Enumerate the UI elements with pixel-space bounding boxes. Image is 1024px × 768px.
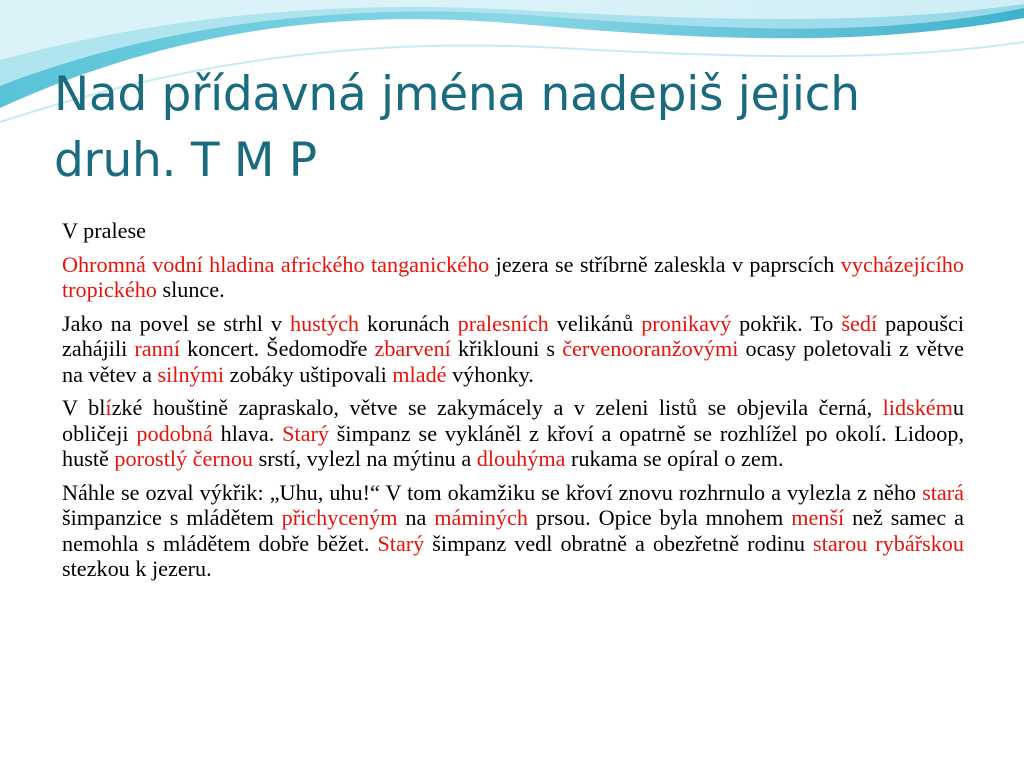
adjective-highlight: vycházejícího tropického <box>62 251 964 302</box>
adjective-highlight: Starý <box>282 420 329 446</box>
adjective-highlight: přichyceným <box>281 505 398 530</box>
text-segment: než samec a nemohla s mládětem dobře běžet. <box>62 505 964 556</box>
text-segment: korunách <box>359 310 458 336</box>
text-segment: slunce. <box>156 277 225 302</box>
text-segment: na <box>397 505 435 530</box>
adjective-highlight: ranní <box>134 336 180 361</box>
text-segment: papoušci zahájili <box>62 310 965 361</box>
paragraph <box>62 395 964 472</box>
text-segment: zobáky uštipovali <box>224 361 393 387</box>
text-segment: V bl <box>62 395 106 420</box>
adjective-highlight: silnými <box>157 361 225 387</box>
adjective-highlight: hustých <box>289 310 360 336</box>
text-segment: u <box>952 395 964 420</box>
slide-title: Nad přídavná jména nadepiš jejich druh. T M P <box>54 67 860 188</box>
adjective-highlight: pronikavý <box>641 310 732 336</box>
text-segment: výhonky. <box>446 361 534 387</box>
adjective-highlight: Ohromná vodní hladina afrického tanganického <box>62 251 490 277</box>
adjective-highlight: Starý <box>377 530 425 556</box>
text-segment: šimpanz se vykláněl z křoví a opatrně se rozhlížel po okolí. Lidoop, hustě <box>62 420 964 471</box>
text-segment: ocasy poletovali z větve na větev a <box>62 336 964 387</box>
text-segment: hlava. <box>212 420 283 446</box>
adjective-highlight: podobná <box>136 420 213 446</box>
adjective-highlight: mladé <box>392 361 447 387</box>
adjective-highlight: í <box>105 395 112 420</box>
text-segment: velikánů <box>548 310 642 336</box>
adjective-highlight: zbarvení <box>374 336 451 361</box>
text-segment: srstí, vylezl na mýtinu a <box>253 446 477 471</box>
paragraph <box>62 252 964 303</box>
adjective-highlight: pralesních <box>457 310 549 336</box>
text-segment: šimpanzice s mládětem <box>62 505 282 530</box>
text-segment: rukama se opíral o zem. <box>565 446 784 471</box>
text-segment: jezera se stříbrně zaleskla v paprscích <box>489 251 841 277</box>
adjective-highlight: lidském <box>882 395 953 420</box>
paragraph <box>62 311 964 388</box>
text-segment: stezkou k jezeru. <box>62 556 212 581</box>
adjective-highlight: starou rybářskou <box>813 530 964 556</box>
paragraph <box>62 480 964 582</box>
text-segment: křiklouni s <box>450 336 563 361</box>
adjective-highlight: máminých <box>434 505 528 530</box>
text-segment: prsou. Opice byla mnohem <box>527 505 792 530</box>
text-segment: pokřik. To <box>731 310 842 336</box>
text-body <box>62 218 964 590</box>
paragraph <box>62 218 964 244</box>
adjective-highlight: červenooranžovými <box>562 336 739 361</box>
text-segment: V pralese <box>62 218 146 243</box>
adjective-highlight: menší <box>791 505 845 530</box>
adjective-highlight: dlouhýma <box>476 446 566 471</box>
text-segment: Jako na povel se strhl v <box>62 310 290 336</box>
adjective-highlight: šedí <box>841 310 878 336</box>
text-segment: šimpanz vedl obratně a obezřetně rodinu <box>424 530 814 556</box>
text-segment: zké houštině zapraskalo, větve se zakymácely a v zeleni listů se objevila černá, <box>111 395 883 420</box>
text-segment: obličeji <box>62 420 137 446</box>
adjective-highlight: stará <box>922 479 964 505</box>
text-segment: koncert. Šedomodře <box>180 336 375 361</box>
text-segment: Náhle se ozval výkřik: „Uhu, uhu!“ V tom okamžiku se křoví znovu rozhrnulo a vylezla z něho <box>62 479 923 505</box>
adjective-highlight: porostlý černou <box>114 446 254 471</box>
